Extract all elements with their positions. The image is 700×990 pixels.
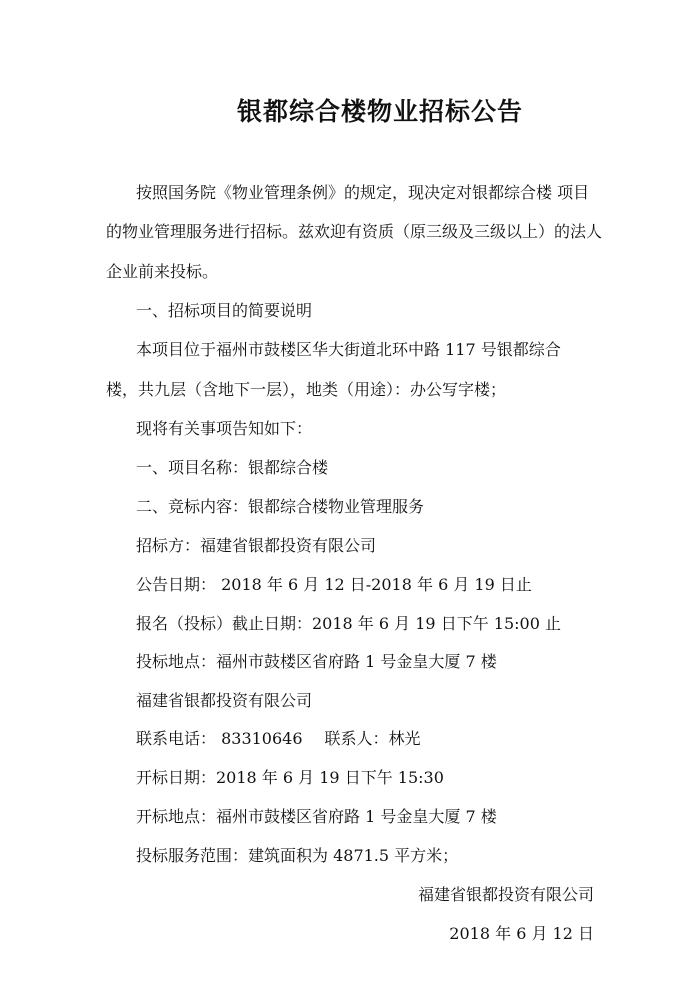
service-scope: 投标服务范围：建筑面积为 4871.5 平方米； (136, 846, 459, 865)
document-title: 银都综合楼物业招标公告 (236, 97, 523, 126)
contact-line (136, 729, 421, 749)
signature-company: 福建省银都投资有限公司 (417, 885, 594, 904)
item-name: 一、项目名称：银都综合楼 (136, 458, 329, 477)
section-1-heading: 一、招标项目的简要说明 (136, 301, 313, 320)
notice-intro: 现将有关事项告知如下： (136, 419, 313, 438)
tenderer: 招标方：福建省银都投资有限公司 (136, 536, 377, 555)
opening-date: 开标日期：2018 年 6 月 19 日下午 15:30 (136, 768, 444, 787)
company-name: 福建省银都投资有限公司 (136, 691, 313, 710)
intro-line-3: 企业前来投标。 (106, 262, 219, 281)
bid-location: 投标地点：福州市鼓楼区省府路 1 号金皇大厦 7 楼 (136, 652, 497, 671)
intro-line-2: 的物业管理服务进行招标。兹欢迎有资质（原三级及三级以上）的法人 (106, 222, 603, 241)
location-line-1: 本项目位于福州市鼓楼区华大街道北环中路 117 号银都综合 (136, 340, 561, 359)
contact-person: 联系人：林光 (324, 729, 421, 748)
opening-location: 开标地点：福州市鼓楼区省府路 1 号金皇大厦 7 楼 (136, 807, 497, 826)
phone: 联系电话： 83310646 (136, 729, 303, 748)
signature-date: 2018 年 6 月 12 日 (449, 924, 594, 943)
intro-line-1: 按照国务院《物业管理条例》的规定，现决定对银都综合楼 项目 (136, 183, 590, 202)
item-content: 二、竞标内容：银都综合楼物业管理服务 (136, 497, 425, 516)
announce-date: 公告日期： 2018 年 6 月 12 日-2018 年 6 月 19 日止 (136, 575, 532, 594)
location-line-2: 楼，共九层（含地下一层），地类（用途）：办公写字楼； (106, 380, 507, 399)
deadline: 报名（投标）截止日期：2018 年 6 月 19 日下午 15:00 止 (136, 614, 561, 633)
